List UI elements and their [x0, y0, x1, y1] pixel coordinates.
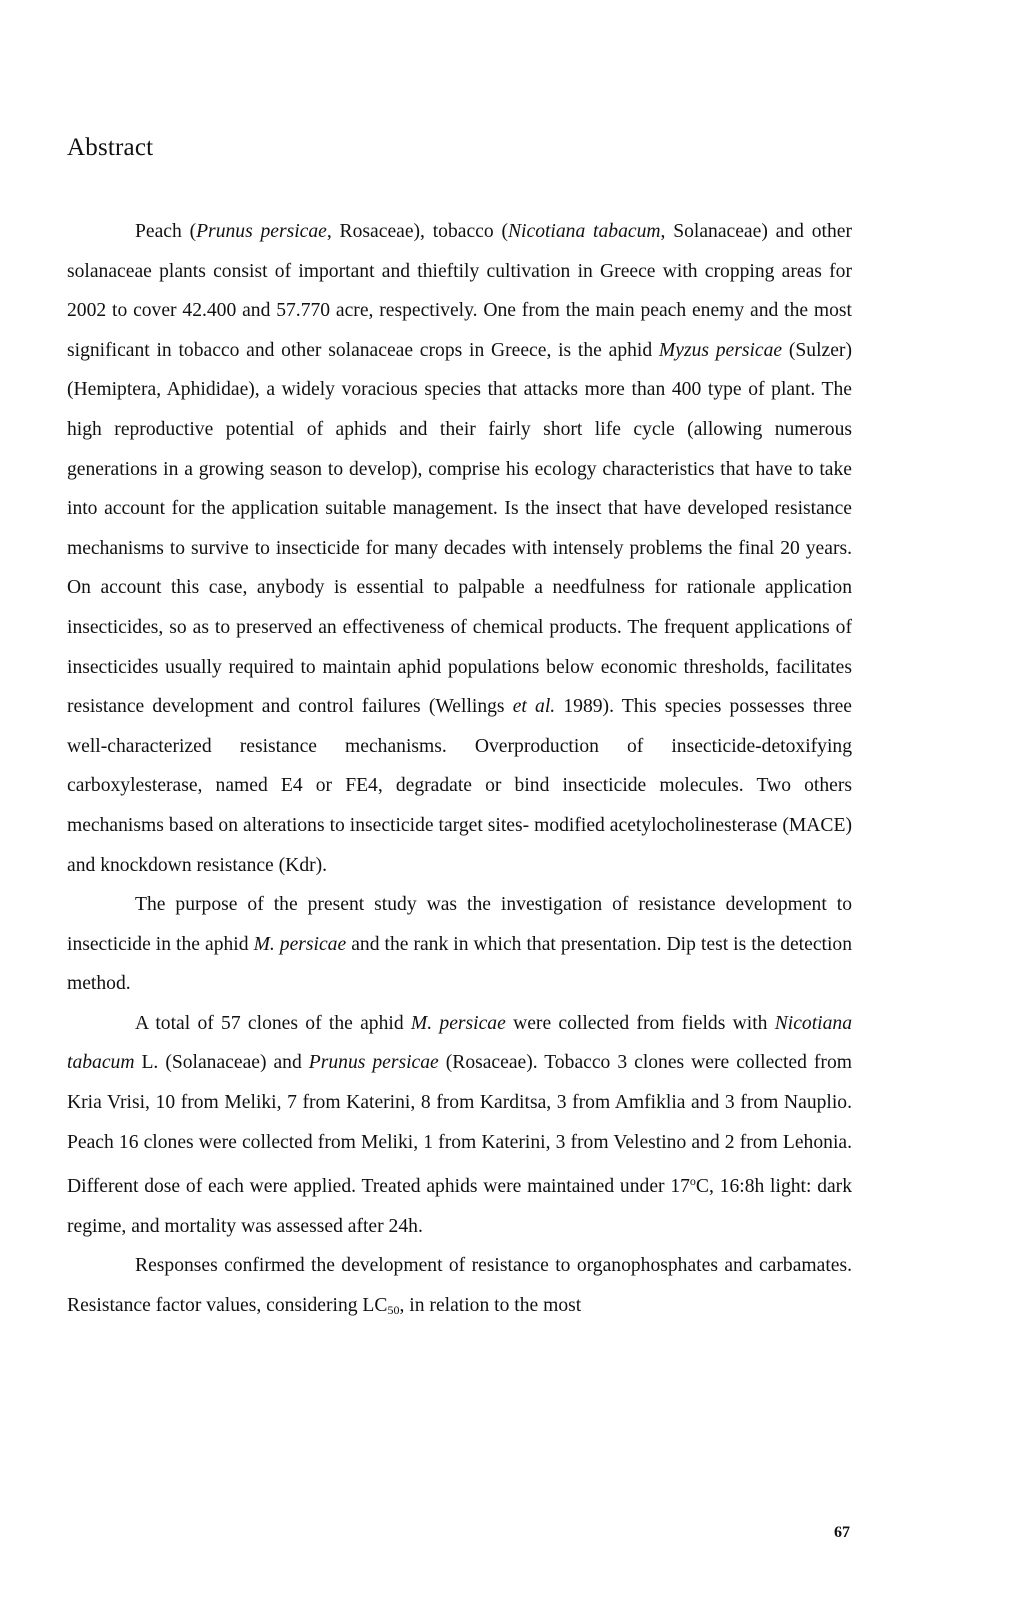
text-run: (Rosaceae). Tobacco 3 clones were collected from Kria Vrisi, 10 from Meliki, 7 from Katerini, 8 from Karditsa, 3 from Amfiklia and 3 from Nauplio. Peach 16 clones were collected from Meliki, 1 from Katerini, 3 from Velestino and 2 from Lehonia. Different dose of each were applied. Treated aphids were maintained under 17	[67, 1052, 852, 1198]
text-run: , in relation to the most	[399, 1295, 582, 1317]
paragraph-3	[67, 1004, 852, 1247]
paragraph-1	[67, 212, 852, 885]
text-run: were collected from fields with	[505, 1012, 775, 1034]
abstract-body	[67, 212, 852, 1331]
text-run: , Solanaceae) and other solanaceae plants consist of important and thieftily cultivation in Greece with cropping areas for 2002 to cover 42.400 and 57.770 acre, respectively. One from the main peach enemy and the most significant in tobacco and other solanaceae crops in Greece, is the aphid	[67, 221, 852, 361]
text-run: Peach (	[135, 221, 197, 242]
text-run: , Rosaceae), tobacco (	[326, 221, 508, 242]
text-run: The purpose of the present study was the investigation of resistance development to insecticide in the aphid	[67, 894, 852, 955]
text-run: (Sulzer) (Hemiptera, Aphididae), a widely voracious species that attacks more than 400 type of plant. The high reproductive potential of aphids and their fairly short life cycle (allowing numerous generations in a growing season to develop), comprise his ecology characteristics that have to take into account for the application suitable management. Is the insect that have developed resistance mechanisms to survive to insecticide for many decades with intensely problems the final 20 years. On account this case, anybody is essential to palpable a needfulness for rationale application insecticides, so as to preserved an effectiveness of chemical products. The frequent applications of insecticides usually required to maintain aphid populations below economic thresholds, facilitates resistance development and control failures (Wellings	[67, 339, 852, 718]
species-name: M. persicae	[410, 1012, 506, 1034]
species-name: Nicotiana tabacum	[507, 221, 661, 242]
text-run: L. (Solanaceae) and	[134, 1052, 309, 1074]
species-name: Myzus persicae	[658, 339, 783, 361]
text-run: and the rank in which that presentation. Dip test is the detection method.	[67, 933, 853, 995]
text-run: Responses confirmed the development of resistance to organophosphates and carbamates. Resistance factor values, considering LC	[67, 1255, 852, 1317]
paragraph-2	[67, 885, 852, 1004]
text-run: A total of 57 clones of the aphid	[135, 1012, 411, 1034]
lc50-subscript: 50	[387, 1303, 400, 1318]
citation-et-al: et al.	[512, 696, 556, 718]
species-name: Nicotiana tabacum	[67, 1012, 853, 1074]
abstract-heading: Abstract	[67, 134, 154, 161]
text-run: 1989). This species possesses three well-characterized resistance mechanisms. Overproduction of insecticide-detoxifying carboxylesterase, named E4 or FE4, degradate or bind insecticide molecules. Two others mechanisms based on alterations to insecticide target sites- modified acetylocholinesterase (MACE) and knockdown resistance (Kdr).	[67, 696, 852, 876]
page-number: 67	[834, 1524, 850, 1541]
paragraph-4	[67, 1246, 852, 1330]
species-name: Prunus persicae	[196, 221, 327, 242]
species-name: M. persicae	[253, 933, 347, 955]
species-name: Prunus persicae	[308, 1052, 439, 1074]
degree-superscript: o	[689, 1174, 696, 1189]
text-run: C, 16:8h light: dark regime, and mortality was assessed after 24h.	[67, 1176, 853, 1237]
